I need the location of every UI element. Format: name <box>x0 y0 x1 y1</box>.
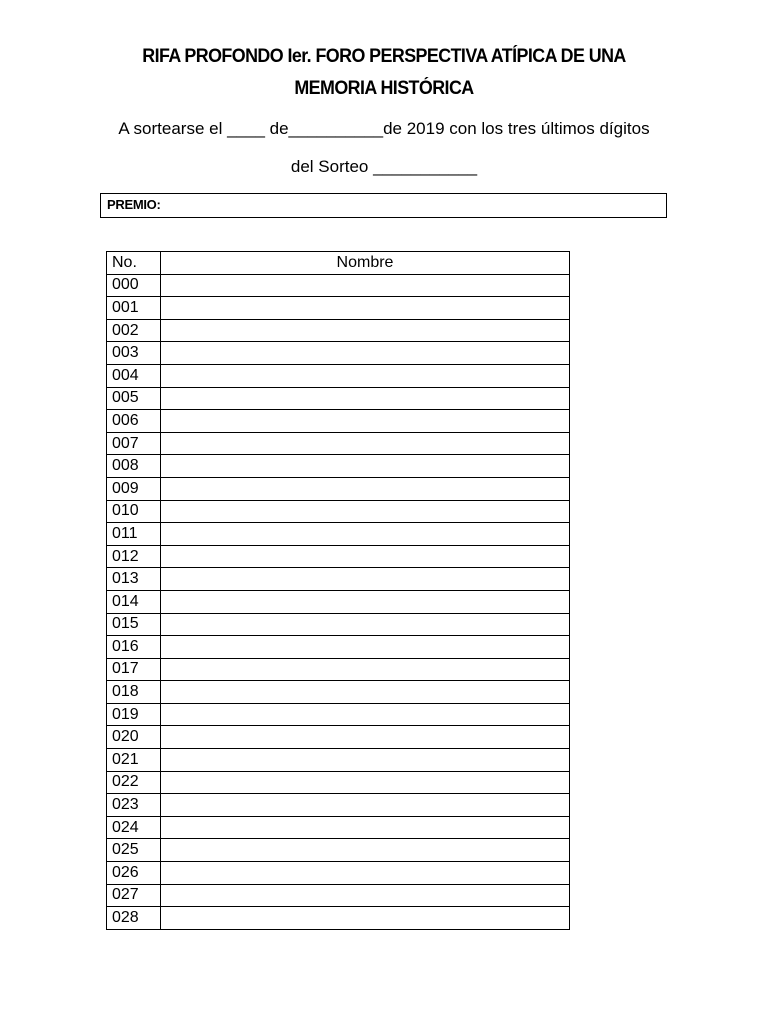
ticket-name <box>161 297 570 320</box>
table-row <box>107 613 570 636</box>
table-row <box>107 568 570 591</box>
table-row <box>107 771 570 794</box>
table-row <box>107 681 570 704</box>
ticket-name <box>161 839 570 862</box>
ticket-name <box>161 568 570 591</box>
table-row <box>107 590 570 613</box>
ticket-name <box>161 681 570 704</box>
ticket-name <box>161 523 570 546</box>
table-row <box>107 862 570 885</box>
ticket-number: 007 <box>107 432 161 455</box>
table-row <box>107 884 570 907</box>
table-row <box>107 726 570 749</box>
ticket-number: 012 <box>107 545 161 568</box>
ticket-name <box>161 794 570 817</box>
ticket-number: 015 <box>107 613 161 636</box>
raffle-table <box>106 251 570 930</box>
table-header-row <box>107 252 570 275</box>
ticket-name <box>161 545 570 568</box>
ticket-name <box>161 500 570 523</box>
table-row <box>107 319 570 342</box>
ticket-name <box>161 636 570 659</box>
ticket-name <box>161 410 570 433</box>
ticket-name <box>161 726 570 749</box>
ticket-number: 021 <box>107 749 161 772</box>
table-row <box>107 839 570 862</box>
ticket-number: 011 <box>107 523 161 546</box>
ticket-number: 026 <box>107 862 161 885</box>
ticket-name <box>161 907 570 930</box>
document-title-line-1: RIFA PROFONDO Ier. FORO PERSPECTIVA ATÍPICA DE UNA <box>142 46 626 67</box>
ticket-name <box>161 862 570 885</box>
ticket-name <box>161 658 570 681</box>
ticket-number: 016 <box>107 636 161 659</box>
ticket-number: 003 <box>107 342 161 365</box>
header-name: Nombre <box>161 252 570 275</box>
table-row <box>107 364 570 387</box>
ticket-number: 001 <box>107 297 161 320</box>
ticket-name <box>161 274 570 297</box>
ticket-number: 013 <box>107 568 161 591</box>
ticket-number: 028 <box>107 907 161 930</box>
header-number: No. <box>107 252 161 275</box>
ticket-number: 017 <box>107 658 161 681</box>
ticket-name <box>161 771 570 794</box>
ticket-name <box>161 749 570 772</box>
table-row <box>107 410 570 433</box>
ticket-name <box>161 884 570 907</box>
ticket-name <box>161 364 570 387</box>
draw-date-line: A sortearse el ____ de__________de 2019 con los tres últimos dígitos <box>118 119 650 138</box>
ticket-number: 019 <box>107 703 161 726</box>
table-row <box>107 658 570 681</box>
ticket-name <box>161 703 570 726</box>
ticket-number: 018 <box>107 681 161 704</box>
table-row <box>107 432 570 455</box>
ticket-name <box>161 613 570 636</box>
table-row <box>107 794 570 817</box>
ticket-number: 024 <box>107 816 161 839</box>
document-title-line-2: MEMORIA HISTÓRICA <box>294 78 474 99</box>
table-row <box>107 636 570 659</box>
table-row <box>107 342 570 365</box>
sorteo-line: del Sorteo ___________ <box>290 157 478 176</box>
table-row <box>107 703 570 726</box>
ticket-number: 008 <box>107 455 161 478</box>
ticket-name <box>161 432 570 455</box>
ticket-number: 025 <box>107 839 161 862</box>
ticket-number: 000 <box>107 274 161 297</box>
table-row <box>107 545 570 568</box>
table-row <box>107 387 570 410</box>
prize-box <box>100 193 667 218</box>
ticket-number: 022 <box>107 771 161 794</box>
ticket-number: 002 <box>107 319 161 342</box>
table-row <box>107 500 570 523</box>
ticket-name <box>161 319 570 342</box>
table-row <box>107 816 570 839</box>
table-row <box>107 455 570 478</box>
ticket-number: 010 <box>107 500 161 523</box>
ticket-number: 006 <box>107 410 161 433</box>
table-row <box>107 523 570 546</box>
ticket-name <box>161 387 570 410</box>
ticket-name <box>161 590 570 613</box>
ticket-number: 027 <box>107 884 161 907</box>
table-row <box>107 297 570 320</box>
ticket-number: 014 <box>107 590 161 613</box>
table-row <box>107 477 570 500</box>
ticket-number: 020 <box>107 726 161 749</box>
table-row <box>107 749 570 772</box>
ticket-name <box>161 455 570 478</box>
table-row <box>107 274 570 297</box>
ticket-name <box>161 342 570 365</box>
ticket-name <box>161 816 570 839</box>
ticket-number: 009 <box>107 477 161 500</box>
ticket-number: 004 <box>107 364 161 387</box>
ticket-number: 023 <box>107 794 161 817</box>
ticket-name <box>161 477 570 500</box>
prize-label: PREMIO: <box>107 197 161 212</box>
table-row <box>107 907 570 930</box>
ticket-number: 005 <box>107 387 161 410</box>
